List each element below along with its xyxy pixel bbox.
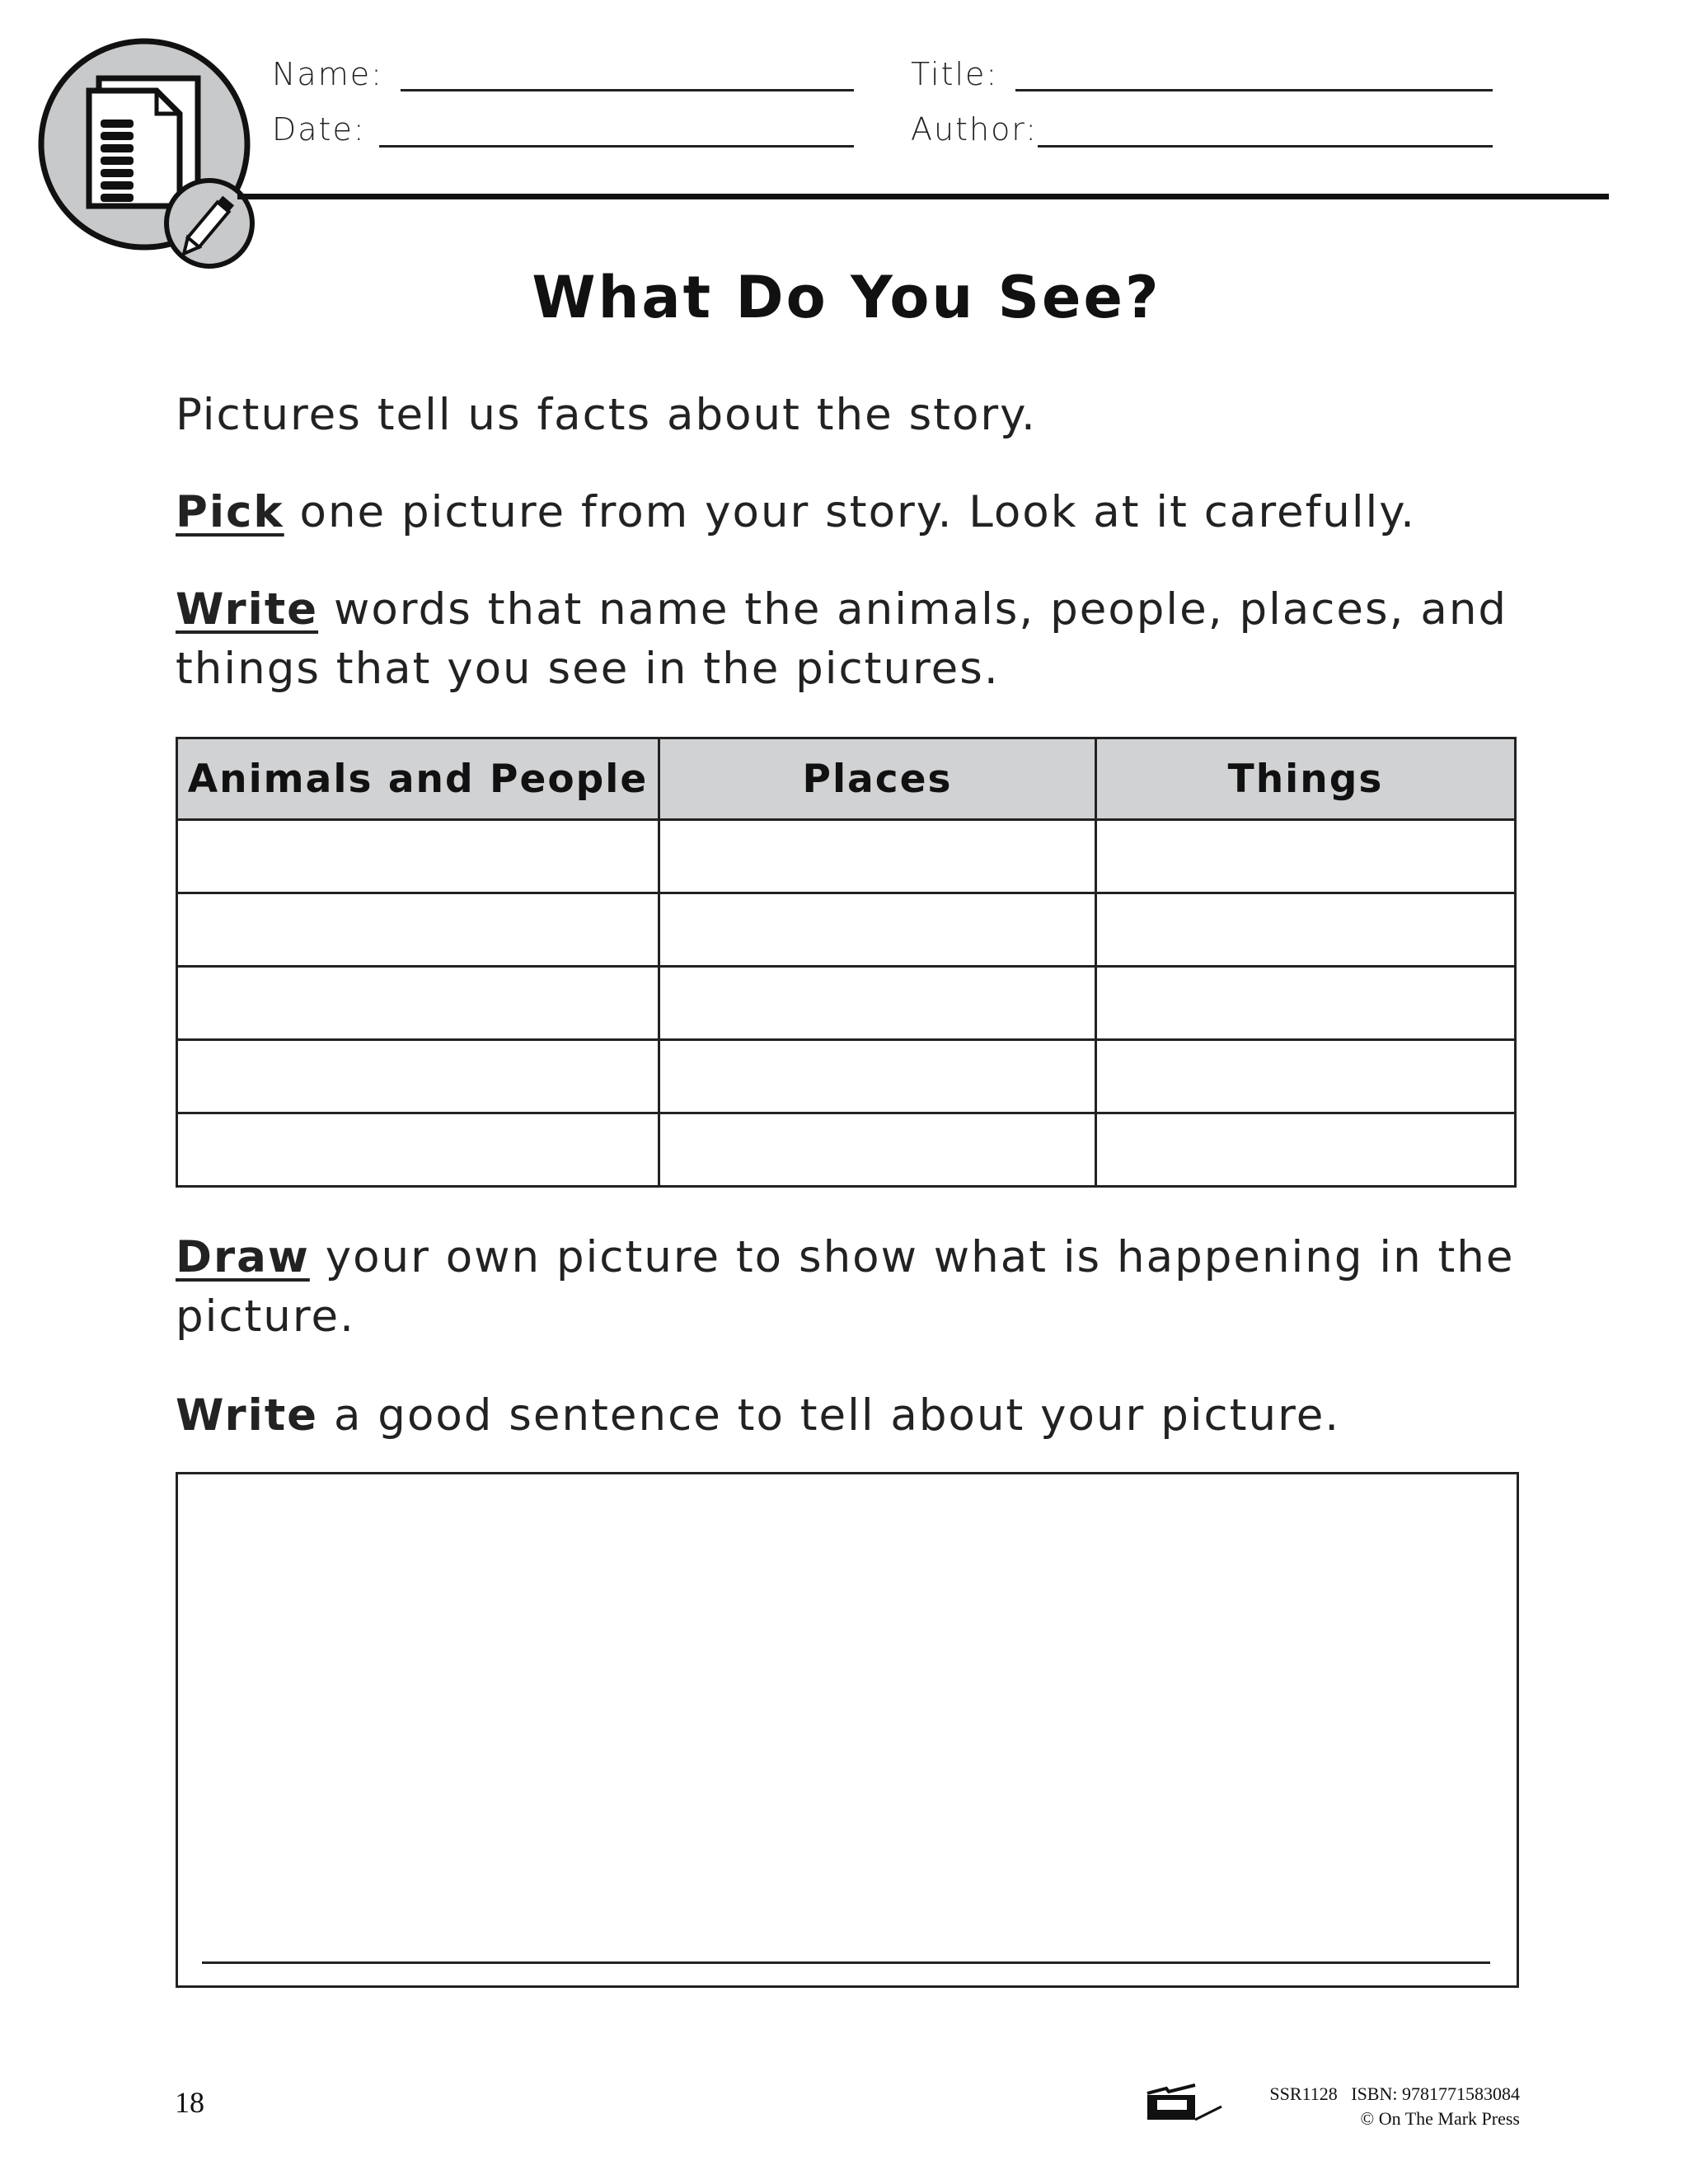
table-cell[interactable] bbox=[659, 967, 1096, 1040]
pick-instruction bbox=[176, 483, 1527, 542]
table-row bbox=[177, 1040, 1516, 1113]
author-label: Author: bbox=[911, 111, 1039, 148]
table-row bbox=[177, 967, 1516, 1040]
copyright: © On The Mark Press bbox=[1360, 2108, 1520, 2129]
write-text: words that name the animals, people, places, and things that you see in the pictures. bbox=[176, 584, 1508, 694]
table-cell[interactable] bbox=[1096, 1040, 1516, 1113]
pick-keyword: Pick bbox=[176, 487, 284, 537]
table-cell[interactable] bbox=[659, 1040, 1096, 1113]
title-field[interactable] bbox=[1015, 89, 1493, 91]
copier-icon bbox=[1146, 2083, 1228, 2125]
author-field[interactable] bbox=[1038, 145, 1493, 148]
write-keyword-2: Write bbox=[176, 1390, 319, 1441]
col-things: Things bbox=[1096, 738, 1516, 820]
col-animals-people: Animals and People bbox=[177, 738, 659, 820]
footer-info bbox=[1269, 2082, 1520, 2131]
table-cell[interactable] bbox=[177, 967, 659, 1040]
worksheet-document-icon bbox=[33, 33, 264, 280]
sentence-line[interactable] bbox=[202, 1961, 1490, 1964]
write-keyword: Write bbox=[176, 584, 319, 635]
observation-table bbox=[176, 737, 1517, 1188]
table-row bbox=[177, 893, 1516, 967]
table-cell[interactable] bbox=[1096, 1113, 1516, 1187]
page-number: 18 bbox=[175, 2086, 204, 2119]
sentence-text: a good sentence to tell about your picture. bbox=[318, 1390, 1341, 1441]
page-title: What Do You See? bbox=[532, 264, 1161, 331]
sentence-instruction bbox=[176, 1386, 1527, 1446]
draw-text: your own picture to show what is happening in the picture. bbox=[176, 1232, 1515, 1342]
date-field[interactable] bbox=[379, 145, 854, 148]
product-code: SSR1128 bbox=[1269, 2083, 1338, 2104]
isbn: ISBN: 9781771583084 bbox=[1351, 2083, 1520, 2104]
col-places: Places bbox=[659, 738, 1096, 820]
table-cell[interactable] bbox=[177, 1113, 659, 1187]
draw-keyword: Draw bbox=[176, 1232, 310, 1282]
table-cell[interactable] bbox=[177, 893, 659, 967]
drawing-box[interactable] bbox=[176, 1472, 1519, 1988]
header-divider bbox=[237, 194, 1609, 199]
date-label: Date: bbox=[272, 111, 366, 148]
pick-text: one picture from your story. Look at it carefully. bbox=[284, 487, 1416, 537]
table-cell[interactable] bbox=[177, 1040, 659, 1113]
table-cell[interactable] bbox=[1096, 893, 1516, 967]
table-cell[interactable] bbox=[659, 1113, 1096, 1187]
title-label: Title: bbox=[911, 56, 999, 92]
name-label: Name: bbox=[272, 56, 383, 92]
intro-text: Pictures tell us facts about the story. bbox=[176, 390, 1037, 440]
table-cell[interactable] bbox=[1096, 820, 1516, 893]
write-instruction bbox=[176, 580, 1527, 699]
draw-instruction bbox=[176, 1228, 1527, 1347]
table-cell[interactable] bbox=[659, 893, 1096, 967]
table-row bbox=[177, 1113, 1516, 1187]
table-cell[interactable] bbox=[1096, 967, 1516, 1040]
table-row bbox=[177, 820, 1516, 893]
table-cell[interactable] bbox=[659, 820, 1096, 893]
table-cell[interactable] bbox=[177, 820, 659, 893]
name-field[interactable] bbox=[401, 89, 854, 91]
